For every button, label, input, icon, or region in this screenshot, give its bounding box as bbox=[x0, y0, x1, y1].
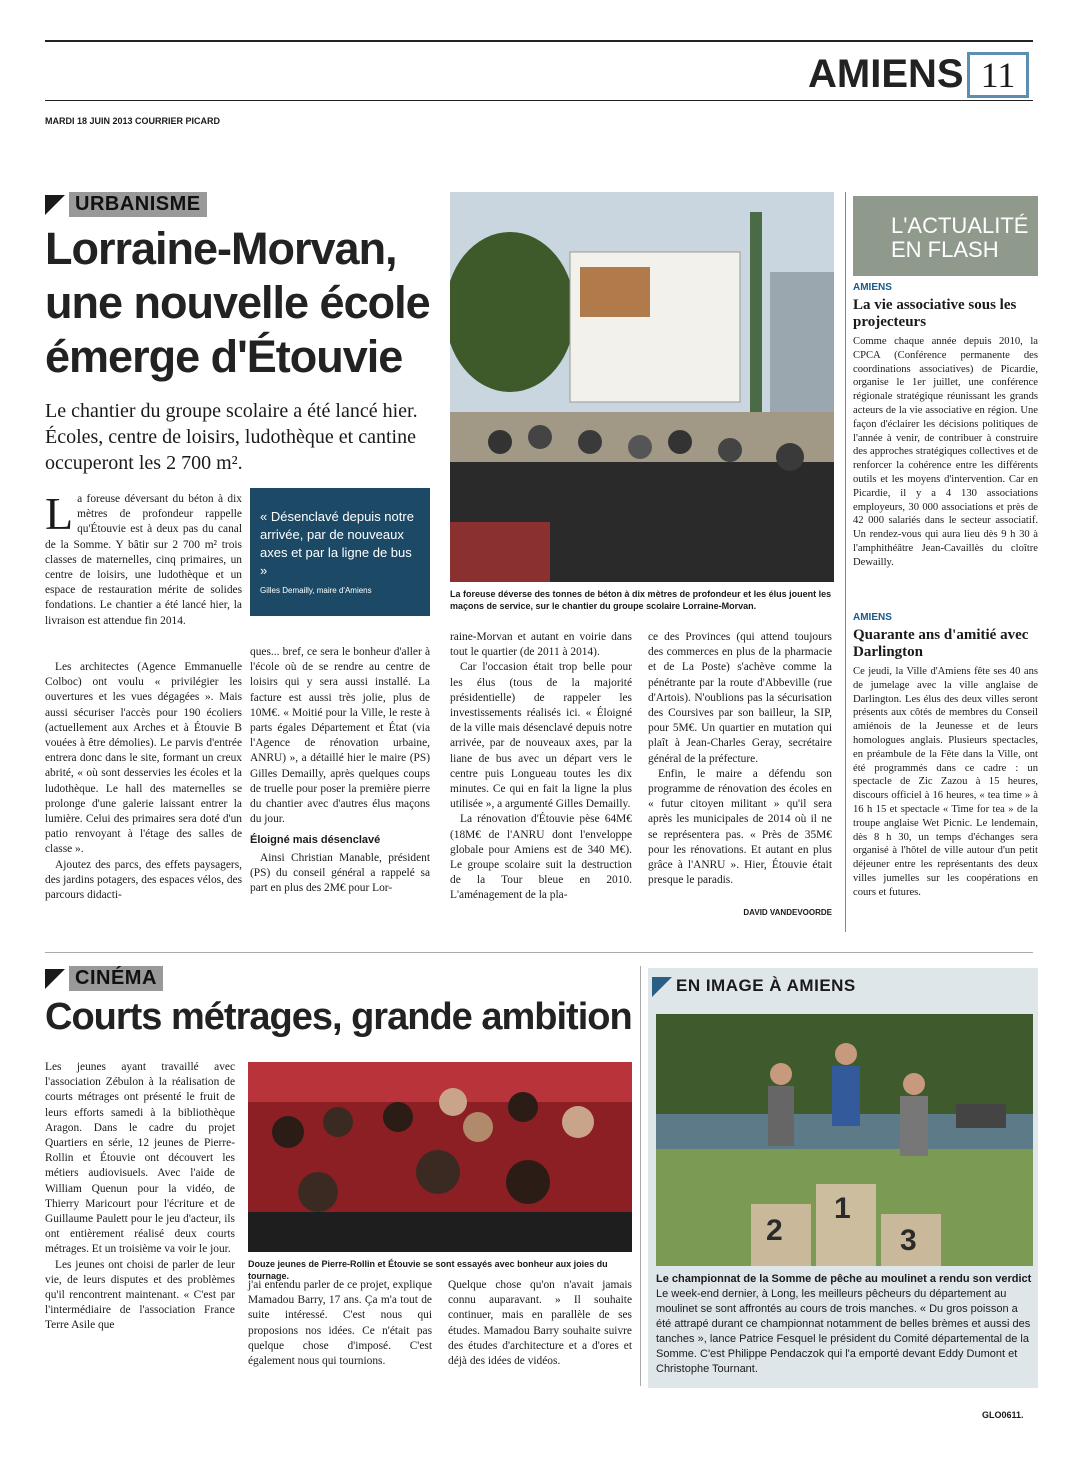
section-rule bbox=[45, 952, 1033, 953]
article1-col1: La foreuse déversant du béton à dix mètres de profondeur rappelle qu'Étouvie est à deux pas du canal de la Somme. Y bâtir sur 2 700 m² trois classes de maternelles, cinq primaires, un centre de loisirs, une ludothèque et un espace de restauration mérite de solides fondations. Le chantier a été lancé hier, la livraison est attendue fin 2014. bbox=[45, 488, 242, 627]
kicker-flag-icon bbox=[45, 969, 65, 989]
quote-text: « Désenclavé depuis notre arrivée, par de nouveaux axes et par la ligne de bus » bbox=[260, 509, 414, 578]
page-number: 11 bbox=[967, 52, 1029, 98]
article1-headline: Lorraine-Morvan, une nouvelle école émerge d'Étouvie bbox=[45, 223, 430, 382]
article1-standfirst: Le chantier du groupe scolaire a été lancé hier. Écoles, centre de loisirs, ludothèque et cantine occuperont les 2 700 m². bbox=[45, 400, 418, 474]
sidebar-tag: AMIENS bbox=[853, 282, 892, 293]
sidebar-divider bbox=[845, 192, 846, 932]
article2-col1: Les jeunes ayant travaillé avec l'association Zébulon à la réalisation de courts métrages ont présenté le fruit de leurs efforts samedi à la bibliothèque Aragon. Dans le cadre du projet Quartiers en série, 12 jeunes de Pierre-Rollin et Étouvie ont découvert les métiers audiovisuels. Avec l'aide de William Quenun pour la vidéo, de Thierry Maricourt pour l'écriture et de Guillaume Paulett pour le jeu d'acteur, ils ont entièrement réalisé deux courts métrages. Et un troisième va voir le jour. Les jeunes ont choisi de parler de leur vie, de leurs disputes et des problèmes qu'il rencontrent maintenant. « C'est par l'intermédiaire de l'association France Terre Asile que bbox=[45, 1061, 235, 1332]
column-rule bbox=[640, 966, 641, 1386]
sidebar-title: La vie associative sous les projecteurs bbox=[853, 297, 1017, 330]
footer-code: GLO0611. bbox=[982, 1410, 1024, 1420]
sidebar-text: Ce jeudi, la Ville d'Amiens fête ses 40 ans de jumelage avec la ville anglaise de Darlington. Les élus des deux villes seront présents aux côtés de membres du Conseil amiénois de la Jeunesse et de leurs homologues anglais. Plusieurs spectacles, en préambule de la Fête dans la Ville, ont été programmés dans ce cadre : un spectacle de Zic Zazou à 15 heures, discours officiel à 16 heures, « tea time » à 16 h 15 et spectacle « Time for tea » de la troupe anglaise Wet Picnic. Le lendemain, dès 8 h 30, un temps d'échanges sera organisé à l'hôtel de ville autour d'un petit déjeuner entre les représentants des deux villes jumelles sur les coopérations en cours et futures. bbox=[853, 666, 1038, 898]
article2-headline: Courts métrages, grande ambition bbox=[45, 996, 632, 1038]
top-rule bbox=[45, 40, 1033, 42]
podium-label-3: 3 bbox=[900, 1224, 917, 1257]
cinema-group-photo-image bbox=[248, 1062, 632, 1252]
kicker-flag-icon bbox=[652, 977, 672, 997]
article2-col2: j'ai entendu parler de ce projet, explique Mamadou Barry, 17 ans. Ça m'a tout de suite intéressé. C'est nous qui proposions nos idées. Ce n'était pas quelque chose d'imposé. C'est également nous qui tournions. bbox=[248, 1279, 432, 1368]
article3-photo bbox=[656, 1014, 1033, 1266]
article2-kicker: CINÉMA bbox=[45, 966, 163, 991]
subheading: Éloigné mais désenclavé bbox=[250, 834, 381, 847]
sidebar-text: Comme chaque année depuis 2010, la CPCA (Conférence permanente des coordinations associatives) de Picardie, organise le 1er juillet, une conférence régionale stratégique réunissant les grands acteurs de la vie associative en région. Une façon d'éclairer les décisions politiques de l'année à venir, de contribuer à construire des approches stratégiques collectives et de renforcer la cohérence entre les différents outils et les moyens d'intervention. Car en Picardie, il y a 4 130 associations employeurs, 30 000 associations et près de 42 000 salariés dans le secteur associatif. Un rendez-vous qui aura lieu dès 9 h 30 à l'amphithéâtre Jean-Cavaillès du cloître Dewailly. bbox=[853, 336, 1038, 568]
article1-col2: ques... bref, ce sera le bonheur d'aller à l'école où de se rendre au centre de loisirs qui y sera aussi installé. La facture est aussi très jolie, plus de 10M€. « Moitié pour la Ville, le reste à parts égales Département et État (via l'Agence de rénovation urbaine, ANRU) », a détaillé hier le maire (PS) Gilles Demailly, après quelques coups de truelle pour poser la première pierre du chantier avec d'autres élus maçons du jour. Éloigné mais désenclavé Ainsi Christian Manable, président (PS) du conseil général a rappelé sa part en plus des 2M€ pour Lor- bbox=[250, 646, 430, 895]
article1-photo-caption: La foreuse déverse des tonnes de béton à dix mètres de profondeur et les élus jouent les maçons de service, sur le chantier du groupe scolaire Lorraine-Morvan. bbox=[450, 589, 832, 611]
sidebar-title: Quarante ans d'amitié avec Darlington bbox=[853, 627, 1029, 660]
quote-source: Gilles Demailly, maire d'Amiens bbox=[260, 586, 372, 595]
article1-col3: raine-Morvan et autant en voirie dans tout le quartier (de 2011 à 2014). Car l'occasion était trop belle pour les élus (tous de la majorité présidentielle) de rappeler les investissements réalisés ici. « Éloigné de la ville mais désenclavé depuis notre arrivée, par de nouveaux axes, par la liane de bus avec un départ vers le centre puis Longueau toutes les dix minutes. Ce qui en fait la ligne la plus utilisée », a argumenté Gilles Demailly. La rénovation d'Étouvie pèse 64M€ (18M€ de l'ANRU dont l'enveloppe globale pour Amiens est de 340 M€). Le groupe scolaire suit la destruction de la Tour bleue en 2010. L'aménagement de la pla- bbox=[450, 631, 632, 902]
article3-kicker: EN IMAGE À AMIENS bbox=[652, 976, 856, 997]
article1-quote-box bbox=[250, 488, 430, 616]
fishing-podium-photo-image bbox=[656, 1014, 1033, 1266]
sidebar-header: L'ACTUALITÉ EN FLASH bbox=[853, 196, 1038, 276]
sidebar-item-1 bbox=[853, 282, 1038, 570]
kicker-flag-icon bbox=[45, 195, 65, 215]
article2-photo-caption: Douze jeunes de Pierre-Rollin et Étouvie se sont essayés avec bonheur aux joies du tournage. bbox=[248, 1259, 608, 1281]
podium-label-2: 2 bbox=[766, 1214, 783, 1247]
article1-photo bbox=[450, 192, 834, 582]
article2-col3: Quelque chose qu'on n'avait jamais connu auparavant. » Il souhaite continuer, mais en parallèle de ses études. Mamadou Barry souhaite suivre des études d'architecture et a d'ores et déjà des idées de vidéos. bbox=[448, 1279, 632, 1368]
article1-byline: DAVID VANDEVOORDE bbox=[743, 908, 832, 917]
article3-caption: Le championnat de la Somme de pêche au moulinet a rendu son verdict Le week-end dernier, à Long, les meilleurs pêcheurs du département au moulinet se sont affrontés au cours de trois manches. « Du gros poisson a été attrapé durant ce championnat notamment de belles brèmes et aussi des tanches », lance Patrice Fesquel le président du Comité départemental de la Somme. C'est Philippe Pendaczok qui l'a emporté devant Eddy Dumont et Christophe Tournant. bbox=[656, 1273, 1032, 1375]
article2-photo bbox=[248, 1062, 632, 1252]
section-title: AMIENS bbox=[808, 52, 964, 96]
masthead-rule bbox=[45, 100, 1033, 101]
article1-col4: ce des Provinces (qui attend toujours des commerces en plus de la pharmacie et de La Poste) s'achève comme la pénétrante par la route d'Abbeville (rue d'Artois). N'oublions pas la sécurisation des Coursives par son bailleur, la SIP, pour 5M€. Un quartier en mutation qui plaît à Jean-Charles Geray, secrétaire général de la préfecture. Enfin, le maire a défendu son programme de rénovation des écoles en « futur citoyen militant » qu'il sera après les municipales de 2014 où il ne se représentera pas. « Près de 35M€ pour les rénovations. Et autant en plus grâce à l'ANRU ». Hier, Étouvie était presque le paradis. bbox=[648, 631, 832, 887]
article1-kicker: URBANISME bbox=[45, 192, 207, 217]
podium-label-1: 1 bbox=[834, 1192, 851, 1225]
sidebar-tag: AMIENS bbox=[853, 612, 892, 623]
sidebar-item-2 bbox=[853, 612, 1038, 900]
article1-col1b: Les architectes (Agence Emmanuelle Colboc) ont voulu « privilégier les ouvertures et les vues dégagées ». Mais aussi sécuriser l'accès pour 190 écoliers (actuellement aux Arches et à Étouvie B vouées à être démolies). Le parvis d'entrée entrera donc dans le site, formant un creux abrité, « où sont desservies les écoles et la ludothèque. Le hall des maternelles se prolonge d'une galerie laissant entrer la lumière. Celui des primaires sera doté d'un patio renvoyant à l'étage des salles de classe ». Ajoutez des parcs, des effets paysagers, des jardins potagers, des espaces vélos, des parcours didacti- bbox=[45, 661, 242, 902]
construction-photo-image bbox=[450, 192, 834, 582]
dropcap: L bbox=[45, 488, 74, 539]
dateline: MARDI 18 JUIN 2013 COURRIER PICARD bbox=[45, 116, 221, 126]
